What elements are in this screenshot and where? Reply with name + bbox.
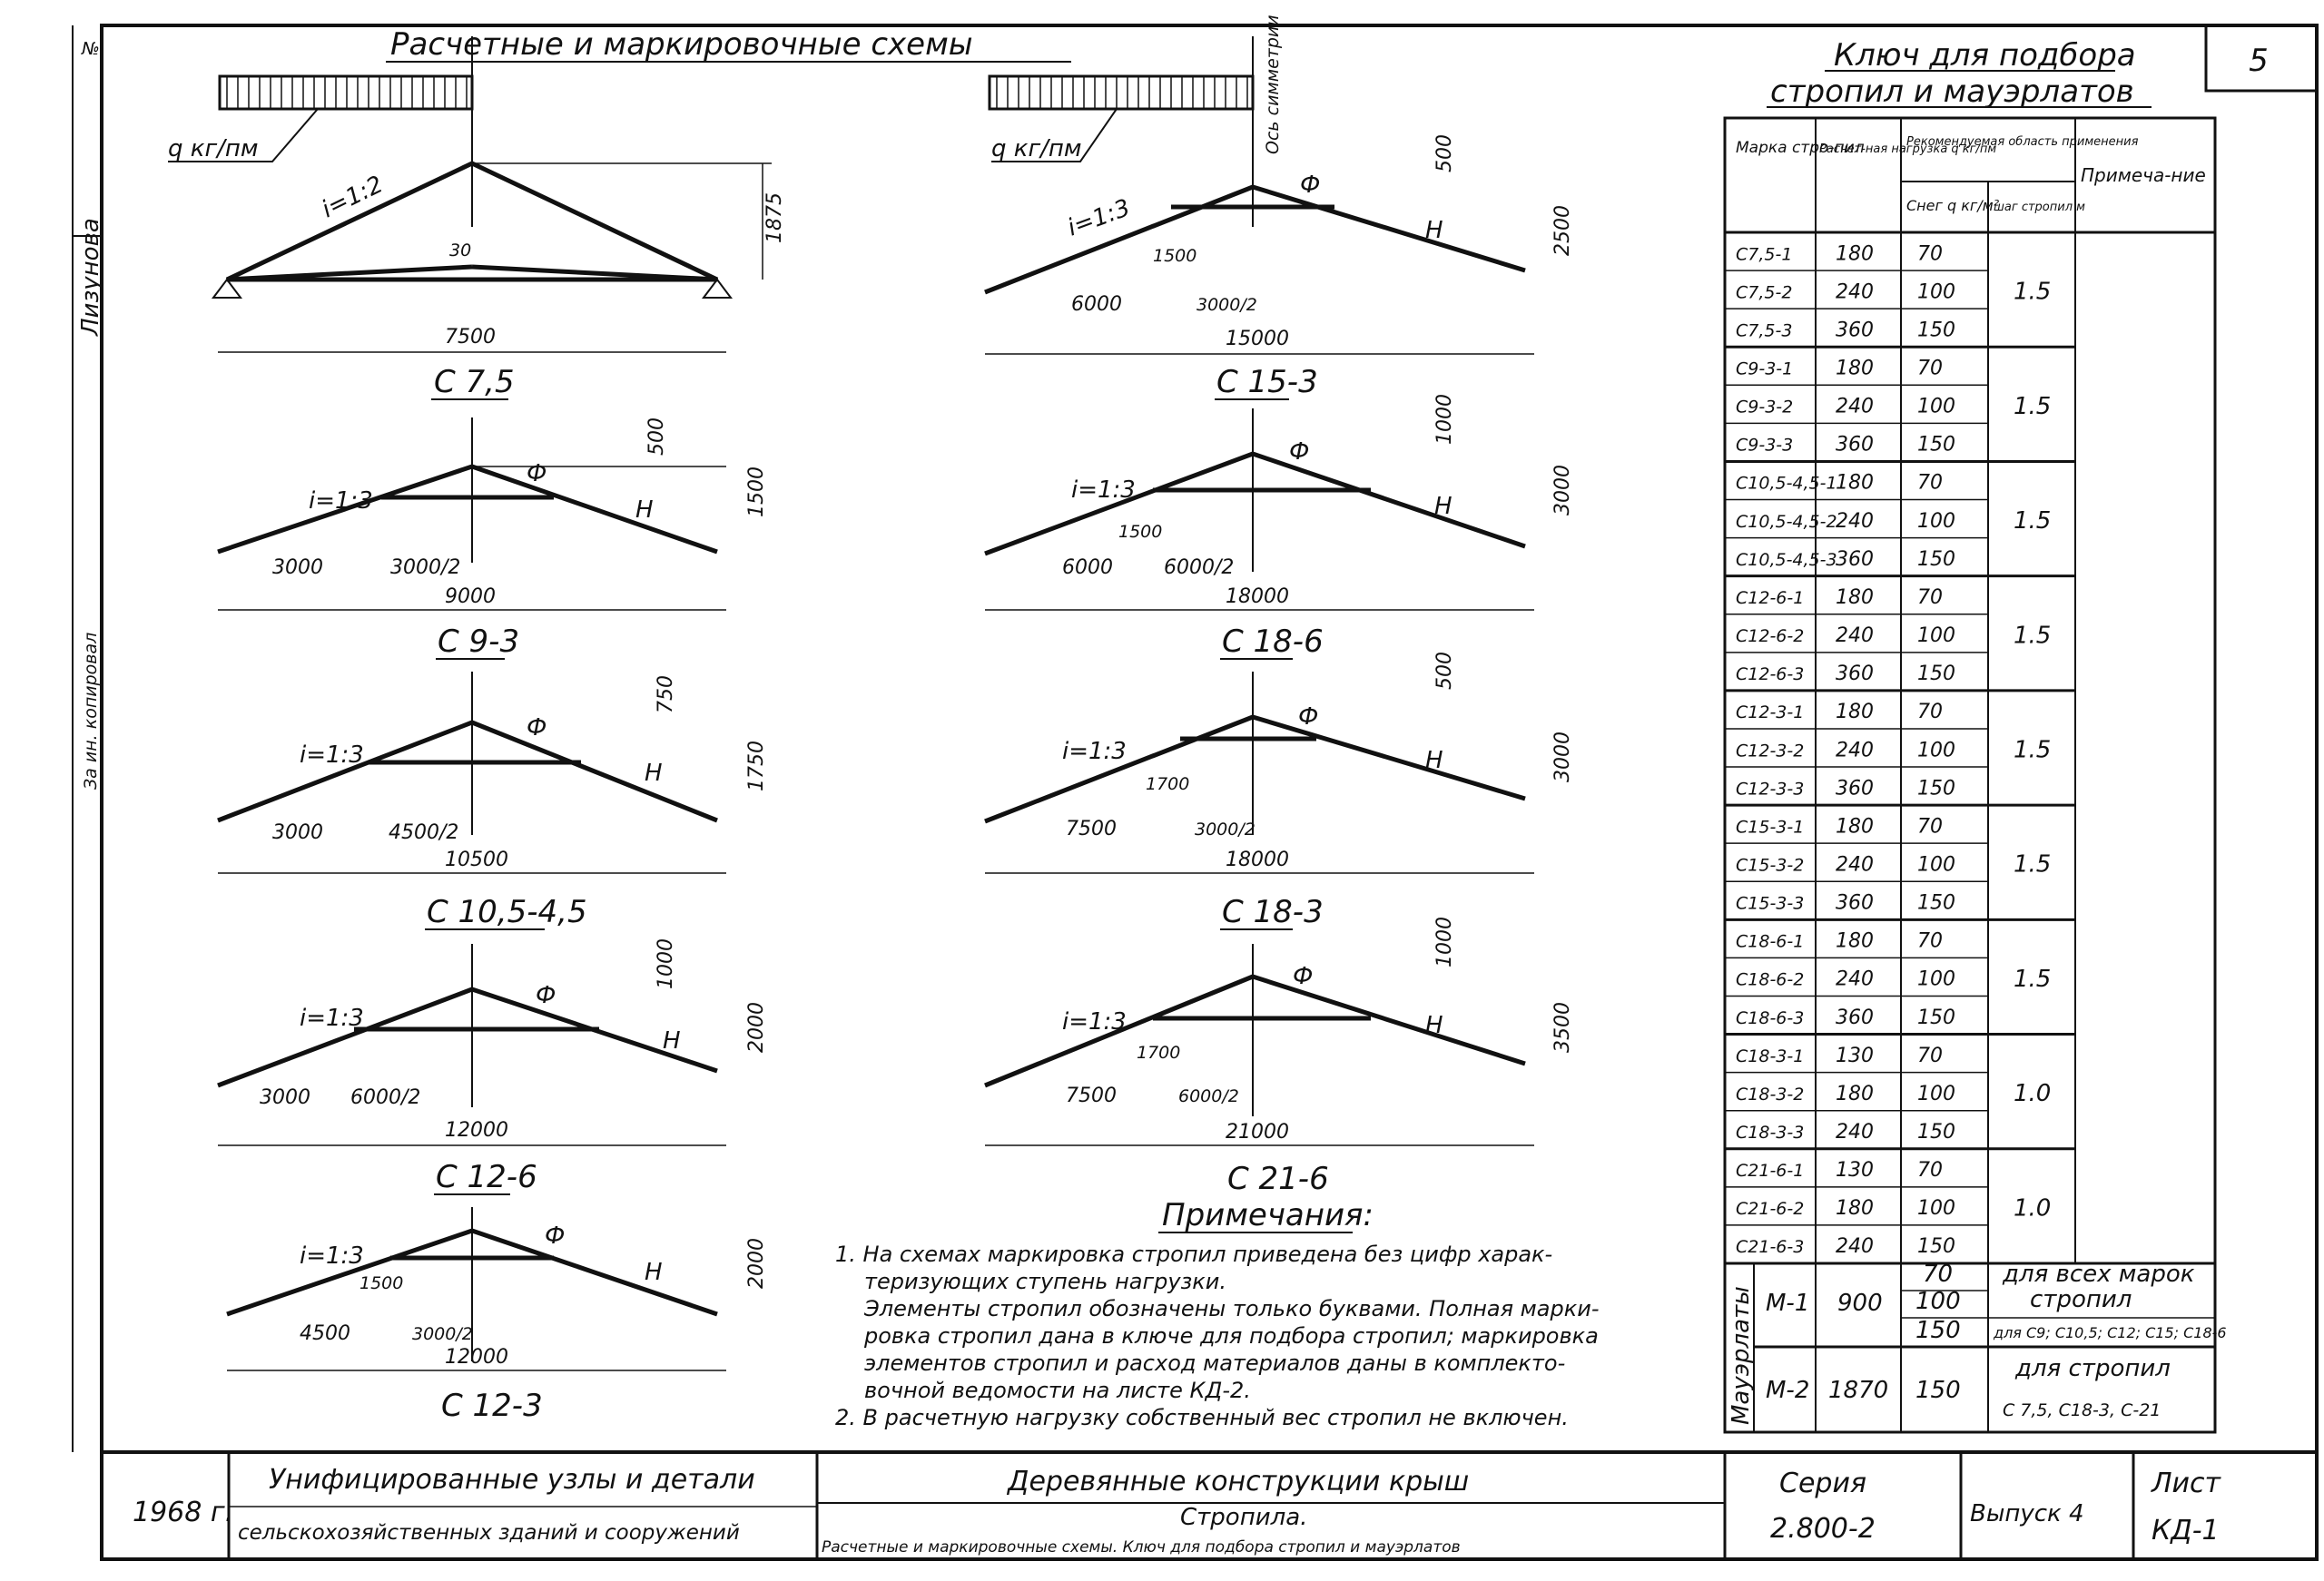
extra-label: 30 xyxy=(449,241,472,260)
scheme-c7-5 xyxy=(168,36,786,400)
top-dim: 1000 xyxy=(1433,394,1456,445)
key-row-mark: С12-3-2 xyxy=(1736,741,1805,761)
key-row-load: 360 xyxy=(1836,319,1874,342)
height-dim: 2000 xyxy=(745,1002,768,1053)
key-row-step: 1.5 xyxy=(2014,736,2052,764)
key-row-mark: С12-6-1 xyxy=(1736,587,1805,608)
key-row-mark: С10,5-4,5-1 xyxy=(1736,473,1837,494)
key-row-load: 360 xyxy=(1836,777,1874,800)
load-hatch xyxy=(997,76,1247,109)
span-dim: 18000 xyxy=(1226,585,1289,608)
hdr-note: Примеча-ние xyxy=(2081,164,2206,186)
key-row-mark: С21-6-2 xyxy=(1736,1199,1805,1220)
key-row-snow: 70 xyxy=(1917,242,1943,266)
key-row-mark: С18-6-3 xyxy=(1736,1007,1805,1028)
key-row-load: 240 xyxy=(1836,395,1874,418)
phi-label: Ф xyxy=(1298,703,1319,731)
m1-note: для всех марок xyxy=(2003,1261,2195,1288)
n-label: Н xyxy=(663,1027,681,1055)
key-row-step: 1.0 xyxy=(2014,1080,2052,1108)
slope-label: i=1:3 xyxy=(1062,738,1127,765)
phi-label: Ф xyxy=(527,714,547,741)
org-line-1: Унифицированные узлы и детали xyxy=(269,1464,755,1496)
key-row-step: 1.5 xyxy=(2014,965,2052,993)
key-row-load: 180 xyxy=(1836,357,1874,380)
key-row-mark: С18-3-3 xyxy=(1736,1122,1805,1143)
note-line: теризующих ступень нагрузки. xyxy=(864,1269,1227,1294)
key-row-step: 1.5 xyxy=(2014,850,2052,879)
series-label: Серия xyxy=(1779,1468,1866,1499)
scheme-c15-3 xyxy=(985,15,1574,400)
top-dim: 1000 xyxy=(655,938,677,989)
sheet-label: Лист xyxy=(2152,1468,2221,1499)
m1-note: стропил xyxy=(2030,1286,2132,1313)
sub-dim: 1700 xyxy=(1146,774,1190,794)
key-row-load: 130 xyxy=(1836,1159,1874,1183)
rafter-right xyxy=(1253,187,1525,270)
key-row-snow: 100 xyxy=(1917,739,1955,762)
issue: Выпуск 4 xyxy=(1970,1500,2084,1527)
hdr-step: шаг стропил м xyxy=(1994,201,2085,214)
key-row-mark: С9-3-1 xyxy=(1736,358,1794,379)
height-dim: 3000 xyxy=(1551,732,1574,782)
side-name: Лизунова xyxy=(77,218,104,336)
height-dim: 2000 xyxy=(745,1238,768,1289)
mid-dim: 3000/2 xyxy=(1195,820,1256,840)
height-dim: 1875 xyxy=(763,192,786,243)
scheme-c18-3 xyxy=(985,652,1574,930)
key-row-snow: 100 xyxy=(1917,509,1955,533)
phi-label: Ф xyxy=(1293,963,1314,990)
phi-label: Ф xyxy=(545,1223,566,1250)
m2-note: С 7,5, С18-3, С-21 xyxy=(2003,1400,2162,1420)
scheme-name: С 9-3 xyxy=(438,624,520,660)
m1-snow: 150 xyxy=(1915,1317,1961,1344)
key-row-load: 180 xyxy=(1836,242,1874,266)
mid-dim: 4500/2 xyxy=(389,821,459,844)
key-row-mark: С12-6-2 xyxy=(1736,626,1805,647)
key-row-load: 180 xyxy=(1836,471,1874,495)
hdr-mark: Марка стро-пил xyxy=(1736,139,1865,157)
key-row-snow: 100 xyxy=(1917,853,1955,877)
schemes-title: Расчетные и маркировочные схемы xyxy=(390,26,973,63)
key-row-load: 240 xyxy=(1836,624,1874,648)
key-row-load: 240 xyxy=(1836,509,1874,533)
key-row-snow: 70 xyxy=(1917,1159,1943,1183)
left-dim: 6000 xyxy=(1062,556,1113,579)
rafter-right xyxy=(472,1231,717,1314)
mid-dim: 3000/2 xyxy=(390,556,461,579)
key-row-mark: С7,5-1 xyxy=(1736,244,1793,265)
left-dim: 7500 xyxy=(1066,1085,1117,1107)
span-dim: 7500 xyxy=(445,326,496,349)
key-row-mark: С18-3-1 xyxy=(1736,1046,1805,1066)
mauerlat-label: Мауэрлаты xyxy=(1728,1286,1755,1425)
span-dim: 10500 xyxy=(445,849,508,871)
rafter-right xyxy=(1253,717,1525,799)
note-line: 2. В расчетную нагрузку собственный вес стропил не включен. xyxy=(835,1405,1569,1430)
key-row-load: 240 xyxy=(1836,853,1874,877)
mid-dim: 3000/2 xyxy=(412,1324,473,1344)
left-dim: 7500 xyxy=(1066,818,1117,840)
scheme-c10-5 xyxy=(218,672,768,930)
key-row-load: 240 xyxy=(1836,967,1874,991)
key-frame xyxy=(1725,118,2215,1432)
slope-label: i=1:3 xyxy=(1062,1008,1127,1036)
height-dim: 2500 xyxy=(1551,205,1574,256)
m1-mark: М-1 xyxy=(1766,1290,1810,1317)
key-row-step: 1.5 xyxy=(2014,392,2052,420)
scheme-name: С 12-6 xyxy=(436,1159,537,1195)
note-line: 1. На схемах маркировка стропил приведена без цифр харак- xyxy=(835,1242,1553,1267)
sub-dim: 1500 xyxy=(1118,522,1163,542)
key-row-snow: 150 xyxy=(1917,1120,1955,1144)
span-dim: 12000 xyxy=(445,1119,508,1142)
sub-dim: 1500 xyxy=(359,1273,404,1293)
mid-dim: 6000/2 xyxy=(1178,1086,1239,1106)
m2-load: 1870 xyxy=(1828,1377,1889,1404)
top-dim: 1000 xyxy=(1433,917,1456,967)
key-row-mark: С15-3-3 xyxy=(1736,893,1805,914)
key-row-snow: 100 xyxy=(1917,280,1955,304)
mid-dim: 3000/2 xyxy=(1196,295,1257,315)
n-label: Н xyxy=(1425,1012,1443,1039)
m1-note: для С9; С10,5; С12; С15; С18-6 xyxy=(1994,1324,2227,1341)
span-dim: 9000 xyxy=(445,585,496,608)
key-row-snow: 70 xyxy=(1917,815,1943,839)
scheme-c18-6 xyxy=(985,394,1574,660)
n-label: Н xyxy=(1425,747,1443,774)
phi-label: Ф xyxy=(1289,438,1310,466)
slope-label: i=1:3 xyxy=(309,487,373,515)
key-row-mark: С15-3-1 xyxy=(1736,817,1805,838)
rafter-left xyxy=(985,717,1253,821)
key-row-step: 1.0 xyxy=(2014,1194,2052,1223)
scheme-c12-3 xyxy=(227,1207,768,1424)
key-row-step: 1.5 xyxy=(2014,278,2052,306)
height-dim: 1750 xyxy=(745,741,768,791)
key-row-load: 180 xyxy=(1836,585,1874,609)
phi-label: Ф xyxy=(536,982,556,1009)
phi-label: Ф xyxy=(527,460,547,487)
load-hatch xyxy=(227,76,467,109)
key-row-snow: 70 xyxy=(1917,929,1943,953)
support-left xyxy=(213,280,241,298)
sub-dim: 1700 xyxy=(1137,1043,1181,1063)
scheme-c12-6 xyxy=(218,938,768,1195)
doc-desc: Расчетные и маркировочные схемы. Ключ для подбора стропил и мауэрлатов xyxy=(822,1538,1461,1556)
scheme-name: С 7,5 xyxy=(434,364,515,400)
n-label: Н xyxy=(635,496,654,524)
top-dim: 500 xyxy=(1433,134,1456,172)
doc-subtitle: Стропила. xyxy=(1180,1504,1308,1531)
key-row-mark: С12-3-3 xyxy=(1736,779,1805,800)
scheme-c21-6 xyxy=(985,917,1574,1197)
key-row-load: 130 xyxy=(1836,1044,1874,1067)
key-row-load: 240 xyxy=(1836,739,1874,762)
mid-dim: 6000/2 xyxy=(1164,556,1235,579)
key-row-load: 180 xyxy=(1836,929,1874,953)
rafter-right xyxy=(472,722,717,820)
key-row-step: 1.5 xyxy=(2014,507,2052,535)
key-row-snow: 150 xyxy=(1917,891,1955,915)
key-row-mark: С21-6-1 xyxy=(1736,1161,1805,1182)
doc-title: Деревянные конструкции крыш xyxy=(1008,1466,1470,1498)
key-row-mark: С18-6-2 xyxy=(1736,969,1805,990)
height-dim: 3000 xyxy=(1551,465,1574,516)
key-row-snow: 70 xyxy=(1917,585,1943,609)
key-row-load: 180 xyxy=(1836,1082,1874,1105)
scheme-name: С 12-3 xyxy=(441,1388,543,1424)
key-row-snow: 150 xyxy=(1917,547,1955,571)
m1-snow: 100 xyxy=(1915,1288,1961,1315)
key-table xyxy=(1725,37,2227,1432)
key-row-mark: С15-3-2 xyxy=(1736,855,1805,876)
span-dim: 12000 xyxy=(445,1346,508,1369)
number-mark: № xyxy=(82,39,100,59)
slope-label: i=1:3 xyxy=(300,1005,364,1032)
span-dim: 15000 xyxy=(1226,328,1289,350)
key-row-snow: 150 xyxy=(1917,1006,1955,1029)
hdr-snow: Снег q кг/м² xyxy=(1906,197,2000,214)
slope-label: i=1:3 xyxy=(300,1242,364,1270)
key-row-snow: 150 xyxy=(1917,1235,1955,1259)
m1-load: 900 xyxy=(1837,1290,1883,1317)
scheme-c9-3 xyxy=(218,417,768,660)
key-row-mark: С9-3-2 xyxy=(1736,397,1794,417)
support-right xyxy=(704,280,731,298)
top-dim: 500 xyxy=(645,417,668,456)
scheme-name: С 10,5-4,5 xyxy=(427,894,587,930)
scheme-name: С 18-6 xyxy=(1222,624,1324,660)
span-dim: 21000 xyxy=(1226,1121,1289,1144)
load-label: q кг/пм xyxy=(168,135,259,162)
key-row-snow: 70 xyxy=(1917,357,1943,380)
rafter-right xyxy=(472,466,717,552)
key-row-mark: С10,5-4,5-2 xyxy=(1736,511,1837,532)
note-line: элементов стропил и расход материалов даны в комплекто- xyxy=(864,1350,1566,1376)
phi-label: Ф xyxy=(1300,172,1321,199)
rafter-right xyxy=(1253,454,1525,546)
rafter-left xyxy=(218,722,472,820)
key-row-mark: С18-3-2 xyxy=(1736,1084,1805,1105)
key-row-snow: 100 xyxy=(1917,1197,1955,1221)
key-row-step: 1.5 xyxy=(2014,622,2052,650)
left-dim: 3000 xyxy=(272,821,323,844)
sheet-value: КД-1 xyxy=(2152,1515,2220,1547)
key-row-snow: 150 xyxy=(1917,777,1955,800)
scheme-name: С 21-6 xyxy=(1227,1161,1329,1197)
left-dim: 6000 xyxy=(1071,293,1122,316)
notes-title: Примечания: xyxy=(1162,1197,1374,1233)
hdr-load: Расчет-ная нагрузка q кг/пм xyxy=(1819,142,1997,156)
key-title-2: стропил и мауэрлатов xyxy=(1770,74,2134,110)
slope-label: i=1:2 xyxy=(317,171,388,224)
rafter-left xyxy=(218,989,472,1085)
key-row-load: 240 xyxy=(1836,1120,1874,1144)
key-row-snow: 70 xyxy=(1917,701,1943,724)
key-row-mark: С7,5-3 xyxy=(1736,320,1793,341)
key-row-snow: 150 xyxy=(1917,433,1955,457)
title-block xyxy=(133,1452,2222,1559)
key-row-load: 360 xyxy=(1836,1006,1874,1029)
key-row-load: 240 xyxy=(1836,280,1874,304)
m1-snow: 70 xyxy=(1923,1261,1954,1288)
note-line: Элементы стропил обозначены только буквами. Полная марки- xyxy=(864,1296,1600,1321)
left-dim: 4500 xyxy=(300,1322,350,1345)
key-row-load: 180 xyxy=(1836,701,1874,724)
key-row-snow: 100 xyxy=(1917,624,1955,648)
slope-label: i=1:3 xyxy=(1064,194,1134,242)
left-dim: 3000 xyxy=(272,556,323,579)
page-number: 5 xyxy=(2249,43,2269,79)
note-line: вочной ведомости на листе КД-2. xyxy=(864,1378,1251,1403)
top-dim: 500 xyxy=(1433,652,1456,690)
m2-snow: 150 xyxy=(1915,1377,1961,1404)
key-row-snow: 70 xyxy=(1917,1044,1943,1067)
top-dim: 750 xyxy=(655,675,677,713)
m2-note: для стропил xyxy=(2015,1355,2171,1382)
note-line: ровка стропил дана в ключе для подбора стропил; маркировка xyxy=(864,1323,1599,1349)
sub-dim: 1500 xyxy=(1153,246,1197,266)
n-label: Н xyxy=(1434,493,1452,520)
left-dim: 3000 xyxy=(260,1086,310,1109)
key-row-mark: С12-3-1 xyxy=(1736,702,1805,723)
key-row-load: 360 xyxy=(1836,891,1874,915)
series-value: 2.800-2 xyxy=(1770,1513,1876,1545)
key-row-load: 360 xyxy=(1836,547,1874,571)
key-row-mark: С18-6-1 xyxy=(1736,931,1805,952)
slope-label: i=1:3 xyxy=(300,741,364,769)
key-row-mark: С7,5-2 xyxy=(1736,282,1793,303)
key-row-load: 360 xyxy=(1836,663,1874,686)
key-row-snow: 150 xyxy=(1917,663,1955,686)
notes xyxy=(835,1197,1599,1430)
mid-dim: 6000/2 xyxy=(350,1086,421,1109)
key-row-snow: 100 xyxy=(1917,395,1955,418)
key-row-load: 180 xyxy=(1836,1197,1874,1221)
org-line-2: сельскохозяйственных зданий и сооружений xyxy=(238,1521,740,1545)
key-row-snow: 150 xyxy=(1917,319,1955,342)
key-row-mark: С9-3-3 xyxy=(1736,435,1794,456)
scheme-name: С 15-3 xyxy=(1216,364,1318,400)
key-row-load: 360 xyxy=(1836,433,1874,457)
axis-label: Ось симметрии xyxy=(1263,15,1283,154)
year: 1968 г. xyxy=(133,1497,234,1528)
height-dim: 3500 xyxy=(1551,1002,1574,1053)
key-row-load: 180 xyxy=(1836,815,1874,839)
load-label: q кг/пм xyxy=(991,135,1082,162)
n-label: Н xyxy=(645,1259,663,1286)
hdr-area: Рекомендуемая область применения xyxy=(1906,135,2139,149)
key-row-mark: С12-6-3 xyxy=(1736,664,1805,685)
m2-mark: М-2 xyxy=(1766,1377,1810,1404)
span-dim: 18000 xyxy=(1226,849,1289,871)
n-label: Н xyxy=(645,760,663,787)
key-row-snow: 100 xyxy=(1917,967,1955,991)
key-row-load: 240 xyxy=(1836,1235,1874,1259)
key-row-snow: 70 xyxy=(1917,471,1943,495)
key-row-mark: С10,5-4,5-3 xyxy=(1736,549,1837,570)
side-text: За ин. копировал xyxy=(81,632,101,790)
key-title-1: Ключ для подбора xyxy=(1834,37,2136,74)
scheme-name: С 18-3 xyxy=(1222,894,1324,930)
n-label: Н xyxy=(1425,217,1443,244)
slope-label: i=1:3 xyxy=(1071,476,1136,504)
height-dim: 1500 xyxy=(745,466,768,517)
key-row-snow: 100 xyxy=(1917,1082,1955,1105)
key-row-mark: С21-6-3 xyxy=(1736,1237,1805,1258)
